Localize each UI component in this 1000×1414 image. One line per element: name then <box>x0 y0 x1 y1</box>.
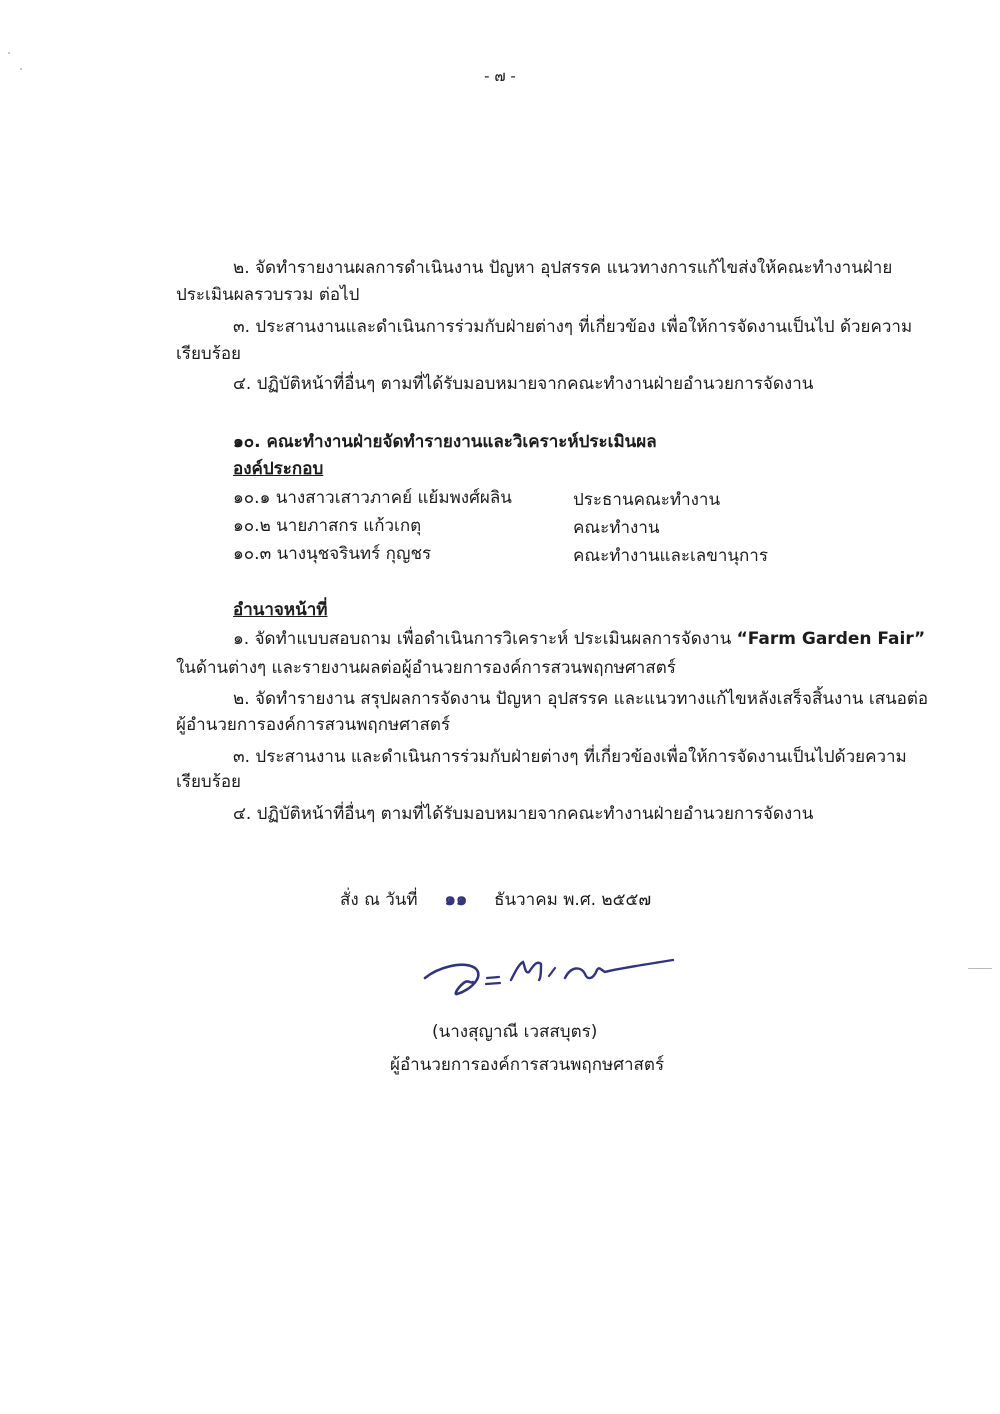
section-10-duty-3-line-1: ๓. ประสานงาน และดำเนินการร่วมกับฝ่ายต่างๆ ที่เกี่ยวข้องเพื่อให้การจัดงานเป็นไปด้วยความ <box>233 747 907 767</box>
order-date-year: ๒๕๕๗ <box>601 890 652 910</box>
signatory-name: (นางสุญาณี เวสสบุตร) <box>432 1022 598 1042</box>
section-10-duty-1-line-2: ในด้านต่างๆ และรายงานผลต่อผู้อำนวยการองค์การสวนพฤกษศาสตร์ <box>176 658 676 678</box>
order-date-prefix: สั่ง ณ วันที่ <box>340 890 418 910</box>
member-role: คณะทำงาน <box>573 518 660 538</box>
duty-item-3-line-2: เรียบร้อย <box>176 344 241 364</box>
signature-image <box>415 940 685 1010</box>
page-number: - ๗ - <box>484 67 516 85</box>
scan-speck <box>968 968 992 969</box>
signatory-title: ผู้อำนวยการองค์การสวนพฤกษศาสตร์ <box>390 1055 665 1075</box>
scan-speck <box>8 52 10 54</box>
section-10-duty-4-line-1: ๔. ปฏิบัติหน้าที่อื่นๆ ตามที่ได้รับมอบหมายจากคณะทำงานฝ่ายอำนวยการจัดงาน <box>233 804 814 824</box>
duty-item-2-line-2: ประเมินผลรวบรวม ต่อไป <box>176 285 360 305</box>
duty-item-3-line-1: ๓. ประสานงานและดำเนินการร่วมกับฝ่ายต่างๆ ที่เกี่ยวข้อง เพื่อให้การจัดงานเป็นไป ด้วยความ <box>233 317 913 337</box>
member-role: ประธานคณะทำงาน <box>573 490 721 510</box>
order-date-day: ๑๑ <box>444 889 468 910</box>
order-date <box>340 888 651 912</box>
member-name: ๑๐.๑ นางสาวเสาวภาคย์ แย้มพงศ์ผลิน <box>233 488 512 508</box>
order-date-month: ธันวาคม <box>494 890 558 910</box>
member-role: คณะทำงานและเลขานุการ <box>573 546 768 566</box>
member-name: ๑๐.๓ นางนุชจรินทร์ กุญชร <box>233 544 432 564</box>
order-date-era: พ.ศ. <box>563 890 597 910</box>
section-10-heading: ๑๐. คณะทำงานฝ่ายจัดทำรายงานและวิเคราะห์ประเมินผล <box>233 432 657 452</box>
duty-1-text: ๑. จัดทำแบบสอบถาม เพื่อดำเนินการวิเคราะห์ ประเมินผลการจัดงาน <box>233 629 737 649</box>
duties-label: อำนาจหน้าที่ <box>233 600 328 620</box>
duty-item-2-line-1: ๒. จัดทำรายงานผลการดำเนินงาน ปัญหา อุปสรรค แนวทางการแก้ไขส่งให้คณะทำงานฝ่าย <box>233 258 893 278</box>
member-name: ๑๐.๒ นายภาสกร แก้วเกตุ <box>233 516 422 536</box>
section-10-duty-3-line-2: เรียบร้อย <box>176 772 241 792</box>
section-10-duty-2-line-2: ผู้อำนวยการองค์การสวนพฤกษศาสตร์ <box>176 715 451 735</box>
composition-label: องค์ประกอบ <box>233 459 324 479</box>
event-name: “Farm Garden Fair” <box>736 629 926 649</box>
duty-item-4-line-1: ๔. ปฏิบัติหน้าที่อื่นๆ ตามที่ได้รับมอบหมายจากคณะทำงานฝ่ายอำนวยการจัดงาน <box>233 374 814 394</box>
section-10-duty-2-line-1: ๒. จัดทำรายงาน สรุปผลการจัดงาน ปัญหา อุปสรรค และแนวทางแก้ไขหลังเสร็จสิ้นงาน เสนอต่อ <box>233 689 929 709</box>
section-10-duty-1-line-1 <box>233 627 925 651</box>
